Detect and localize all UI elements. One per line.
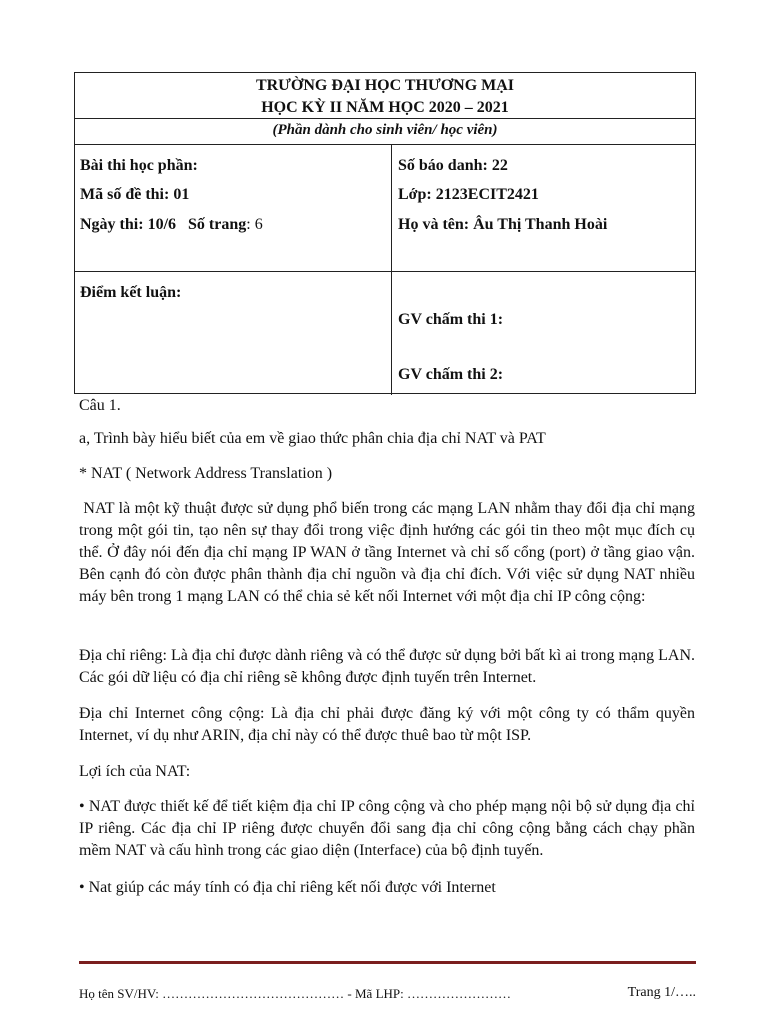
class-value: 2123ECIT2421 [435, 186, 539, 203]
exam-date-value: 10/6 [147, 216, 177, 233]
footer-rule [79, 961, 696, 964]
subject-label: Bài thi học phần: [80, 157, 198, 174]
nat-heading: * NAT ( Network Address Translation ) [79, 465, 333, 482]
name-value: Âu Thị Thanh Hoài [473, 216, 608, 233]
term-title: HỌC KỲ II NĂM HỌC 2020 – 2021 [261, 99, 509, 116]
university-title: TRƯỜNG ĐẠI HỌC THƯƠNG MẠI [255, 77, 515, 94]
public-address-paragraph: Địa chỉ Internet công cộng: Là địa chỉ phải được đăng ký với một công ty có thẩm quyền Internet, ví dụ như ARIN, địa chỉ này có thể được thuê bao từ một ISP. [79, 705, 695, 744]
benefits-heading: Lợi ích của NAT: [79, 763, 191, 780]
exam-header-table [74, 72, 696, 394]
name-label: Họ và tên: [398, 216, 470, 233]
footer-student-info: Họ tên SV/HV: …………………………………… - Mã LHP: …………………… [79, 986, 512, 1001]
table-divider [75, 144, 695, 145]
class-label: Lớp: [398, 186, 432, 203]
question-heading: Câu 1. [79, 397, 121, 414]
exam-code-value: 01 [173, 186, 190, 203]
table-divider [75, 271, 695, 272]
benefit-item-2: • Nat giúp các máy tính có địa chỉ riêng kết nối được với Internet [79, 879, 496, 896]
nat-paragraph: NAT là một kỹ thuật được sử dụng phổ biến trong các mạng LAN nhằm thay đổi địa chỉ mạng trong một gói tin, tạo nên sự thay đổi trong việc định hướng các gói tin theo một mục đích cụ thể. Ở đây nói đến địa chỉ mạng IP WAN ở tầng Internet và chỉ số cổng (port) ở tầng giao vận. Bên cạnh đó còn được phân thành địa chỉ nguồn và địa chỉ đích. Với việc sử dụng NAT nhiều máy bên trong 1 mạng LAN có thể chia sẻ kết nối Internet với một địa chỉ IP công cộng: [79, 500, 699, 605]
exam-code-label: Mã số đề thi: [80, 186, 170, 203]
table-column-divider [391, 144, 392, 395]
class-code [398, 186, 539, 204]
grader-2-label: GV chấm thi 2: [398, 366, 504, 383]
student-name [398, 216, 607, 234]
exam-code [80, 186, 189, 204]
student-number [398, 157, 508, 175]
private-address-paragraph: Địa chỉ riêng: Là địa chỉ được dành riêng và có thể được sử dụng bởi bất kì ai trong mạng LAN. Các gói dữ liệu có địa chỉ riêng sẽ không được định tuyến trên Internet. [79, 647, 695, 686]
footer-page-number: Trang 1/….. [627, 985, 696, 1000]
page-count-label: Số trang [188, 216, 247, 233]
grader-1-label: GV chấm thi 1: [398, 311, 504, 328]
exam-date [80, 216, 263, 234]
benefit-item-1: • NAT được thiết kế để tiết kiệm địa chỉ IP công cộng và cho phép mạng nội bộ sử dụng địa chỉ IP riêng. Các địa chỉ IP riêng được chuyển đổi sang địa chỉ công cộng bằng cách chạy phần mềm NAT và cấu hình trong các giao diện (Interface) của bộ định tuyến. [79, 798, 695, 859]
final-score-label: Điểm kết luận: [80, 284, 182, 301]
exam-date-label: Ngày thi: [80, 216, 144, 233]
page-count-value: : 6 [246, 216, 263, 233]
student-number-label: Số báo danh: [398, 157, 488, 174]
table-divider [75, 118, 695, 119]
question-part-a: a, Trình bày hiểu biết của em về giao thức phân chia địa chỉ NAT và PAT [79, 430, 546, 447]
student-section-note: (Phần dành cho sinh viên/ học viên) [272, 122, 498, 138]
student-number-value: 22 [491, 157, 508, 174]
